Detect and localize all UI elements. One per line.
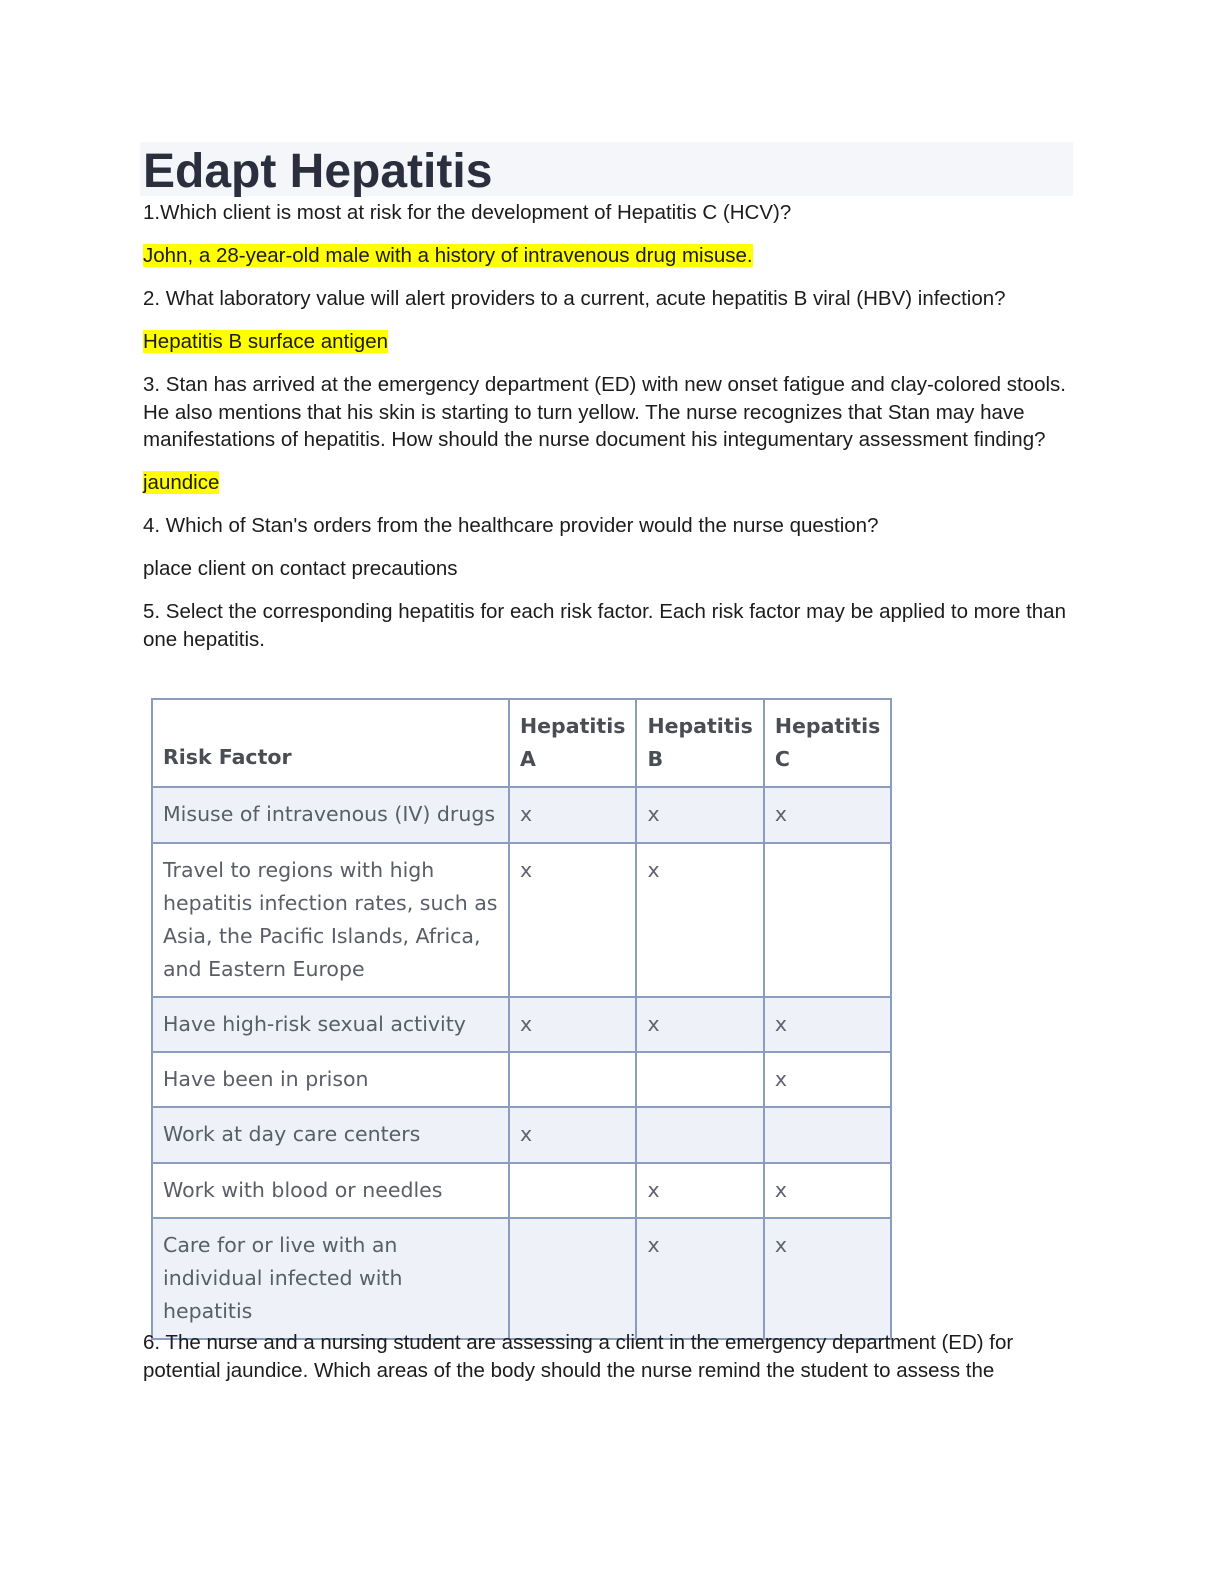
hepatitis-b-cell (636, 1107, 763, 1163)
risk-factor-cell: Travel to regions with high hepatitis infection rates, such as Asia, the Pacific Islands, Africa, and Eastern Europe (152, 843, 509, 997)
hepatitis-c-cell: x (764, 1052, 891, 1107)
hepatitis-c-cell: x (764, 997, 891, 1052)
hepatitis-b-cell: x (636, 843, 763, 997)
question-4: 4. Which of Stan's orders from the healthcare provider would the nurse question? (143, 513, 879, 537)
header-hepatitis-c: Hepatitis C (764, 699, 891, 787)
hepatitis-b-cell: x (636, 1218, 763, 1339)
header-risk-factor: Risk Factor (152, 699, 509, 787)
table-row (152, 1218, 891, 1339)
header-hepatitis-b: Hepatitis B (636, 699, 763, 787)
risk-factor-cell: Work with blood or needles (152, 1163, 509, 1218)
question-3: 3. Stan has arrived at the emergency department (ED) with new onset fatigue and clay-colored stools. He also mentions that his skin is starting to turn yellow. The nurse recognizes that Stan may have manifestations of hepatitis. How should the nurse document his integumentary assessment finding? (143, 373, 1066, 451)
hepatitis-a-cell (509, 1052, 636, 1107)
risk-factor-cell: Care for or live with an individual infected with hepatitis (152, 1218, 509, 1339)
hepatitis-b-cell: x (636, 1163, 763, 1218)
risk-factor-cell: Have been in prison (152, 1052, 509, 1107)
hepatitis-c-cell: x (764, 787, 891, 843)
document-page (143, 142, 1073, 1382)
answer-4: place client on contact precautions (143, 557, 458, 580)
header-hepatitis-a: Hepatitis A (509, 699, 636, 787)
hepatitis-c-cell (764, 843, 891, 997)
table-row (152, 1107, 891, 1163)
hepatitis-b-cell: x (636, 787, 763, 843)
hepatitis-a-cell: x (509, 1107, 636, 1163)
risk-factor-cell: Misuse of intravenous (IV) drugs (152, 787, 509, 843)
risk-factor-table (151, 698, 892, 1340)
question-5: 5. Select the corresponding hepatitis for each risk factor. Each risk factor may be applied to more than one hepatitis. (143, 600, 1066, 651)
question-1: 1.Which client is most at risk for the development of Hepatitis C (HCV)? (143, 201, 792, 224)
risk-factor-cell: Work at day care centers (152, 1107, 509, 1163)
hepatitis-a-cell (509, 1163, 636, 1218)
table-row (152, 997, 891, 1052)
table-row (152, 843, 891, 997)
table-header-row (152, 699, 891, 787)
table-row (152, 1163, 891, 1218)
risk-factor-cell: Have high-risk sexual activity (152, 997, 509, 1052)
table-row (152, 1052, 891, 1107)
hepatitis-c-cell: x (764, 1163, 891, 1218)
answer-3: jaundice (143, 470, 220, 494)
hepatitis-a-cell (509, 1218, 636, 1339)
hepatitis-a-cell: x (509, 997, 636, 1052)
question-2: 2. What laboratory value will alert providers to a current, acute hepatitis B viral (HBV) infection? (143, 286, 1006, 310)
hepatitis-b-cell (636, 1052, 763, 1107)
hepatitis-c-cell (764, 1107, 891, 1163)
hepatitis-a-cell: x (509, 843, 636, 997)
answer-1: John, a 28-year-old male with a history of intravenous drug misuse. (143, 243, 753, 267)
answer-2: Hepatitis B surface antigen (143, 330, 388, 353)
hepatitis-b-cell: x (636, 997, 763, 1052)
document-title: Edapt Hepatitis (143, 145, 493, 198)
question-6: 6. The nurse and a nursing student are assessing a client in the emergency department (ED) for potential jaundice. Which areas of the body should the nurse remind the student to assess the (143, 1331, 1014, 1382)
title-band (140, 142, 1073, 196)
table-row (152, 787, 891, 843)
hepatitis-a-cell: x (509, 787, 636, 843)
hepatitis-c-cell: x (764, 1218, 891, 1339)
